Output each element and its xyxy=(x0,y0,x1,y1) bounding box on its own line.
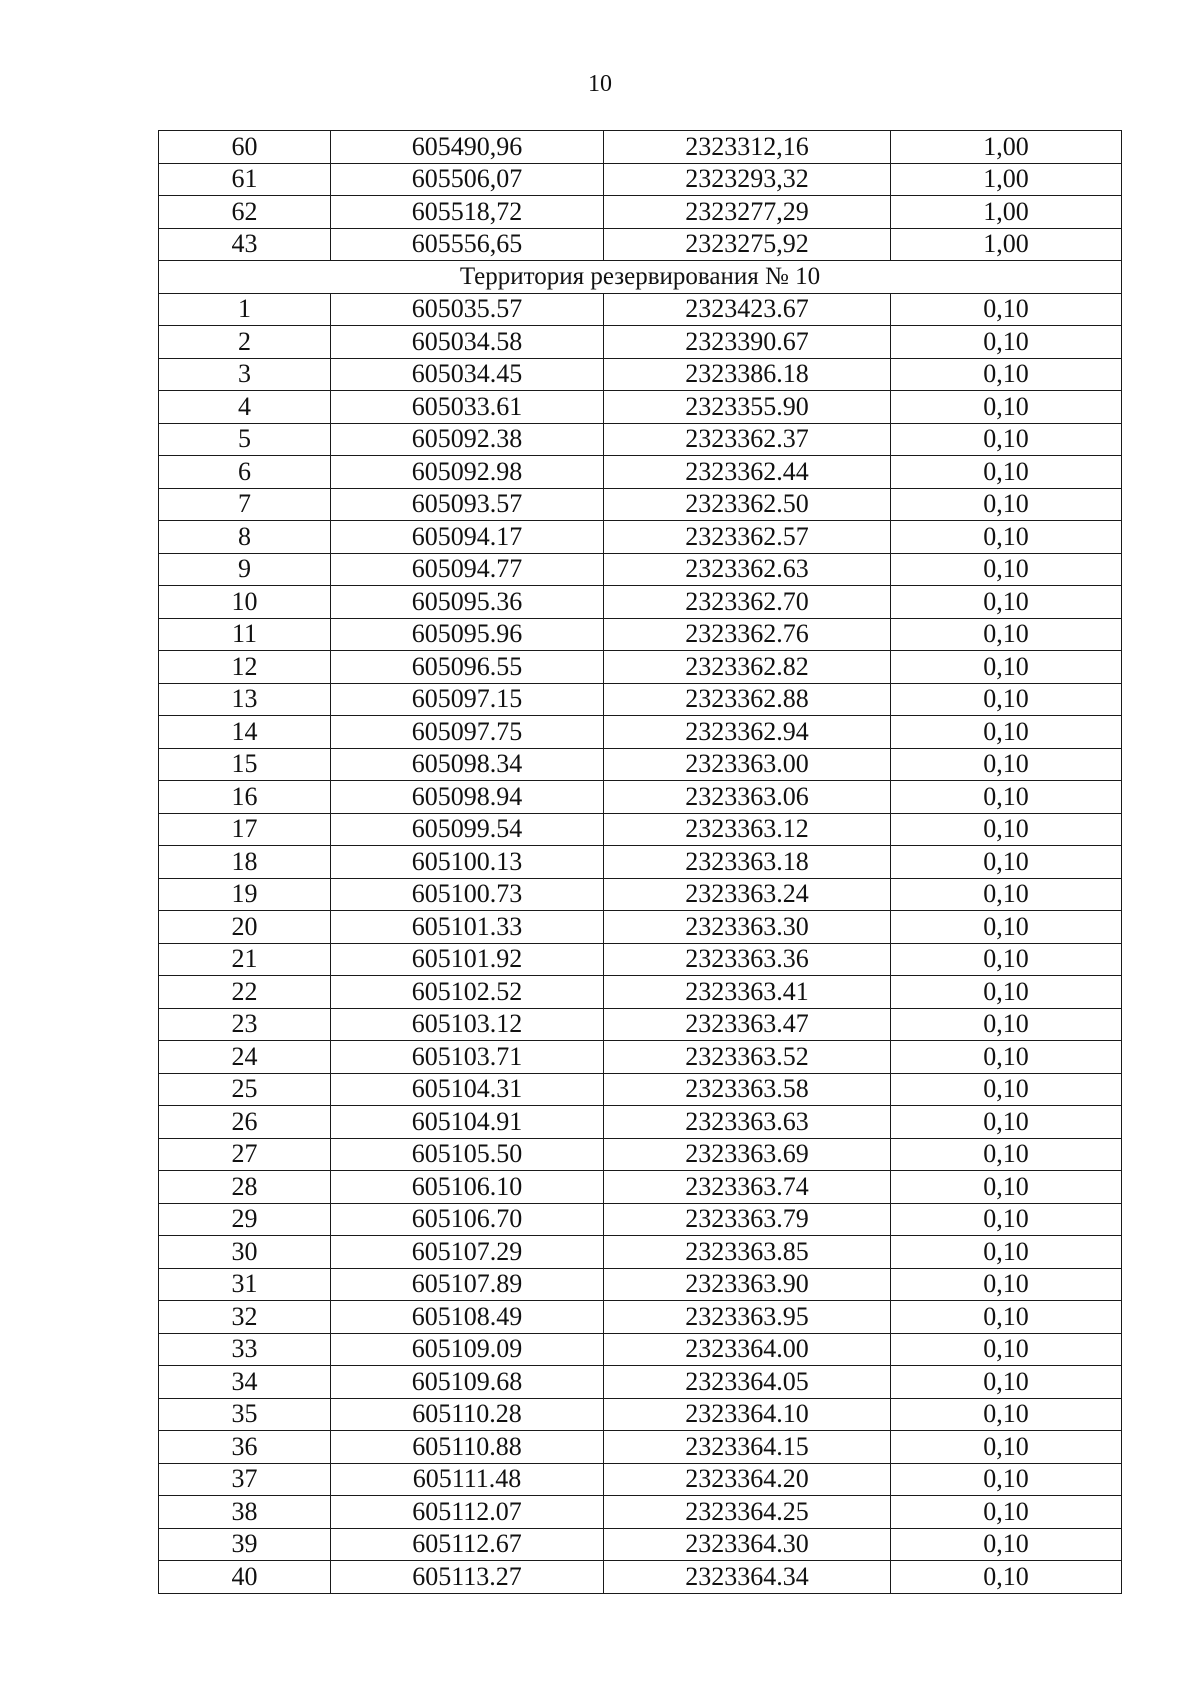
point-number-cell: 13 xyxy=(159,683,331,716)
y-coordinate-cell: 2323363.69 xyxy=(604,1138,891,1171)
x-coordinate-cell: 605095.96 xyxy=(331,618,604,651)
x-coordinate-cell: 605103.12 xyxy=(331,1008,604,1041)
x-coordinate-cell: 605112.67 xyxy=(331,1528,604,1561)
accuracy-cell: 0,10 xyxy=(891,716,1122,749)
section-title-row xyxy=(159,261,1122,294)
x-coordinate-cell: 605102.52 xyxy=(331,976,604,1009)
x-coordinate-cell: 605100.13 xyxy=(331,846,604,879)
point-number-cell: 20 xyxy=(159,911,331,944)
y-coordinate-cell: 2323363.24 xyxy=(604,878,891,911)
table-row xyxy=(159,456,1122,489)
table-row xyxy=(159,1528,1122,1561)
x-coordinate-cell: 605107.89 xyxy=(331,1268,604,1301)
point-number-cell: 12 xyxy=(159,651,331,684)
accuracy-cell: 1,00 xyxy=(891,131,1122,164)
coordinates-table-body xyxy=(159,131,1122,1594)
point-number-cell: 34 xyxy=(159,1366,331,1399)
accuracy-cell: 0,10 xyxy=(891,1301,1122,1334)
table-row xyxy=(159,813,1122,846)
x-coordinate-cell: 605092.38 xyxy=(331,423,604,456)
accuracy-cell: 0,10 xyxy=(891,846,1122,879)
x-coordinate-cell: 605094.17 xyxy=(331,521,604,554)
x-coordinate-cell: 605106.10 xyxy=(331,1171,604,1204)
point-number-cell: 32 xyxy=(159,1301,331,1334)
y-coordinate-cell: 2323362.76 xyxy=(604,618,891,651)
table-row xyxy=(159,716,1122,749)
y-coordinate-cell: 2323390.67 xyxy=(604,326,891,359)
x-coordinate-cell: 605097.75 xyxy=(331,716,604,749)
y-coordinate-cell: 2323363.18 xyxy=(604,846,891,879)
accuracy-cell: 0,10 xyxy=(891,813,1122,846)
y-coordinate-cell: 2323362.70 xyxy=(604,586,891,619)
table-row xyxy=(159,1138,1122,1171)
table-row xyxy=(159,976,1122,1009)
point-number-cell: 29 xyxy=(159,1203,331,1236)
x-coordinate-cell: 605506,07 xyxy=(331,163,604,196)
section-title: Территория резервирования № 10 xyxy=(159,261,1122,294)
point-number-cell: 9 xyxy=(159,553,331,586)
x-coordinate-cell: 605107.29 xyxy=(331,1236,604,1269)
x-coordinate-cell: 605106.70 xyxy=(331,1203,604,1236)
accuracy-cell: 0,10 xyxy=(891,1398,1122,1431)
accuracy-cell: 0,10 xyxy=(891,423,1122,456)
accuracy-cell: 0,10 xyxy=(891,1268,1122,1301)
y-coordinate-cell: 2323386.18 xyxy=(604,358,891,391)
accuracy-cell: 0,10 xyxy=(891,456,1122,489)
coordinates-table xyxy=(158,130,1122,1594)
x-coordinate-cell: 605098.94 xyxy=(331,781,604,814)
x-coordinate-cell: 605035.57 xyxy=(331,293,604,326)
table-row xyxy=(159,163,1122,196)
y-coordinate-cell: 2323364.15 xyxy=(604,1431,891,1464)
point-number-cell: 21 xyxy=(159,943,331,976)
accuracy-cell: 0,10 xyxy=(891,1366,1122,1399)
point-number-cell: 15 xyxy=(159,748,331,781)
y-coordinate-cell: 2323363.41 xyxy=(604,976,891,1009)
accuracy-cell: 0,10 xyxy=(891,943,1122,976)
accuracy-cell: 0,10 xyxy=(891,358,1122,391)
y-coordinate-cell: 2323362.37 xyxy=(604,423,891,456)
y-coordinate-cell: 2323363.12 xyxy=(604,813,891,846)
point-number-cell: 40 xyxy=(159,1561,331,1594)
y-coordinate-cell: 2323275,92 xyxy=(604,228,891,261)
point-number-cell: 39 xyxy=(159,1528,331,1561)
x-coordinate-cell: 605518,72 xyxy=(331,196,604,229)
table-row xyxy=(159,651,1122,684)
y-coordinate-cell: 2323362.63 xyxy=(604,553,891,586)
y-coordinate-cell: 2323364.25 xyxy=(604,1496,891,1529)
table-row xyxy=(159,911,1122,944)
point-number-cell: 1 xyxy=(159,293,331,326)
table-row xyxy=(159,1301,1122,1334)
accuracy-cell: 0,10 xyxy=(891,1203,1122,1236)
table-row xyxy=(159,1268,1122,1301)
accuracy-cell: 0,10 xyxy=(891,1236,1122,1269)
x-coordinate-cell: 605112.07 xyxy=(331,1496,604,1529)
table-row xyxy=(159,196,1122,229)
point-number-cell: 43 xyxy=(159,228,331,261)
y-coordinate-cell: 2323363.52 xyxy=(604,1041,891,1074)
accuracy-cell: 0,10 xyxy=(891,1073,1122,1106)
table-row xyxy=(159,1431,1122,1464)
x-coordinate-cell: 605097.15 xyxy=(331,683,604,716)
y-coordinate-cell: 2323362.44 xyxy=(604,456,891,489)
accuracy-cell: 0,10 xyxy=(891,748,1122,781)
x-coordinate-cell: 605111.48 xyxy=(331,1463,604,1496)
x-coordinate-cell: 605098.34 xyxy=(331,748,604,781)
y-coordinate-cell: 2323364.20 xyxy=(604,1463,891,1496)
y-coordinate-cell: 2323277,29 xyxy=(604,196,891,229)
point-number-cell: 37 xyxy=(159,1463,331,1496)
accuracy-cell: 1,00 xyxy=(891,196,1122,229)
table-row xyxy=(159,781,1122,814)
y-coordinate-cell: 2323363.74 xyxy=(604,1171,891,1204)
point-number-cell: 25 xyxy=(159,1073,331,1106)
table-row xyxy=(159,1496,1122,1529)
accuracy-cell: 1,00 xyxy=(891,228,1122,261)
table-row xyxy=(159,618,1122,651)
point-number-cell: 28 xyxy=(159,1171,331,1204)
table-row xyxy=(159,1366,1122,1399)
table-row xyxy=(159,1073,1122,1106)
y-coordinate-cell: 2323364.10 xyxy=(604,1398,891,1431)
x-coordinate-cell: 605033.61 xyxy=(331,391,604,424)
point-number-cell: 23 xyxy=(159,1008,331,1041)
y-coordinate-cell: 2323363.58 xyxy=(604,1073,891,1106)
x-coordinate-cell: 605096.55 xyxy=(331,651,604,684)
x-coordinate-cell: 605105.50 xyxy=(331,1138,604,1171)
point-number-cell: 16 xyxy=(159,781,331,814)
table-row xyxy=(159,131,1122,164)
accuracy-cell: 0,10 xyxy=(891,1171,1122,1204)
point-number-cell: 11 xyxy=(159,618,331,651)
table-row xyxy=(159,846,1122,879)
x-coordinate-cell: 605108.49 xyxy=(331,1301,604,1334)
table-row xyxy=(159,1041,1122,1074)
x-coordinate-cell: 605100.73 xyxy=(331,878,604,911)
accuracy-cell: 0,10 xyxy=(891,521,1122,554)
point-number-cell: 8 xyxy=(159,521,331,554)
table-row xyxy=(159,293,1122,326)
point-number-cell: 19 xyxy=(159,878,331,911)
y-coordinate-cell: 2323363.30 xyxy=(604,911,891,944)
y-coordinate-cell: 2323363.85 xyxy=(604,1236,891,1269)
table-row xyxy=(159,391,1122,424)
y-coordinate-cell: 2323363.79 xyxy=(604,1203,891,1236)
x-coordinate-cell: 605109.09 xyxy=(331,1333,604,1366)
table-row xyxy=(159,1236,1122,1269)
point-number-cell: 17 xyxy=(159,813,331,846)
x-coordinate-cell: 605556,65 xyxy=(331,228,604,261)
x-coordinate-cell: 605093.57 xyxy=(331,488,604,521)
point-number-cell: 61 xyxy=(159,163,331,196)
x-coordinate-cell: 605104.91 xyxy=(331,1106,604,1139)
accuracy-cell: 0,10 xyxy=(891,1041,1122,1074)
y-coordinate-cell: 2323363.90 xyxy=(604,1268,891,1301)
y-coordinate-cell: 2323363.47 xyxy=(604,1008,891,1041)
point-number-cell: 7 xyxy=(159,488,331,521)
point-number-cell: 33 xyxy=(159,1333,331,1366)
table-row xyxy=(159,1333,1122,1366)
y-coordinate-cell: 2323362.94 xyxy=(604,716,891,749)
y-coordinate-cell: 2323423.67 xyxy=(604,293,891,326)
point-number-cell: 31 xyxy=(159,1268,331,1301)
accuracy-cell: 0,10 xyxy=(891,391,1122,424)
point-number-cell: 26 xyxy=(159,1106,331,1139)
point-number-cell: 30 xyxy=(159,1236,331,1269)
x-coordinate-cell: 605101.33 xyxy=(331,911,604,944)
y-coordinate-cell: 2323293,32 xyxy=(604,163,891,196)
table-row xyxy=(159,1398,1122,1431)
accuracy-cell: 0,10 xyxy=(891,651,1122,684)
point-number-cell: 3 xyxy=(159,358,331,391)
y-coordinate-cell: 2323364.30 xyxy=(604,1528,891,1561)
point-number-cell: 62 xyxy=(159,196,331,229)
table-row xyxy=(159,326,1122,359)
x-coordinate-cell: 605110.28 xyxy=(331,1398,604,1431)
y-coordinate-cell: 2323363.00 xyxy=(604,748,891,781)
x-coordinate-cell: 605113.27 xyxy=(331,1561,604,1594)
table-row xyxy=(159,1561,1122,1594)
point-number-cell: 35 xyxy=(159,1398,331,1431)
y-coordinate-cell: 2323362.82 xyxy=(604,651,891,684)
point-number-cell: 22 xyxy=(159,976,331,1009)
accuracy-cell: 0,10 xyxy=(891,1431,1122,1464)
y-coordinate-cell: 2323364.05 xyxy=(604,1366,891,1399)
point-number-cell: 27 xyxy=(159,1138,331,1171)
accuracy-cell: 0,10 xyxy=(891,293,1122,326)
x-coordinate-cell: 605101.92 xyxy=(331,943,604,976)
table-row xyxy=(159,878,1122,911)
y-coordinate-cell: 2323362.57 xyxy=(604,521,891,554)
table-row xyxy=(159,423,1122,456)
point-number-cell: 24 xyxy=(159,1041,331,1074)
y-coordinate-cell: 2323363.36 xyxy=(604,943,891,976)
point-number-cell: 60 xyxy=(159,131,331,164)
accuracy-cell: 0,10 xyxy=(891,488,1122,521)
y-coordinate-cell: 2323362.88 xyxy=(604,683,891,716)
accuracy-cell: 0,10 xyxy=(891,1008,1122,1041)
table-row xyxy=(159,1008,1122,1041)
accuracy-cell: 0,10 xyxy=(891,1463,1122,1496)
x-coordinate-cell: 605094.77 xyxy=(331,553,604,586)
x-coordinate-cell: 605099.54 xyxy=(331,813,604,846)
x-coordinate-cell: 605095.36 xyxy=(331,586,604,619)
accuracy-cell: 0,10 xyxy=(891,326,1122,359)
y-coordinate-cell: 2323364.00 xyxy=(604,1333,891,1366)
y-coordinate-cell: 2323363.06 xyxy=(604,781,891,814)
x-coordinate-cell: 605490,96 xyxy=(331,131,604,164)
point-number-cell: 5 xyxy=(159,423,331,456)
y-coordinate-cell: 2323363.63 xyxy=(604,1106,891,1139)
table-row xyxy=(159,748,1122,781)
accuracy-cell: 0,10 xyxy=(891,618,1122,651)
table-row xyxy=(159,228,1122,261)
point-number-cell: 38 xyxy=(159,1496,331,1529)
x-coordinate-cell: 605109.68 xyxy=(331,1366,604,1399)
accuracy-cell: 0,10 xyxy=(891,1528,1122,1561)
point-number-cell: 14 xyxy=(159,716,331,749)
point-number-cell: 18 xyxy=(159,846,331,879)
accuracy-cell: 0,10 xyxy=(891,911,1122,944)
table-row xyxy=(159,1463,1122,1496)
y-coordinate-cell: 2323363.95 xyxy=(604,1301,891,1334)
accuracy-cell: 0,10 xyxy=(891,1106,1122,1139)
accuracy-cell: 0,10 xyxy=(891,976,1122,1009)
y-coordinate-cell: 2323362.50 xyxy=(604,488,891,521)
table-row xyxy=(159,358,1122,391)
accuracy-cell: 0,10 xyxy=(891,1333,1122,1366)
table-row xyxy=(159,1171,1122,1204)
accuracy-cell: 0,10 xyxy=(891,1561,1122,1594)
accuracy-cell: 0,10 xyxy=(891,553,1122,586)
table-row xyxy=(159,586,1122,619)
table-row xyxy=(159,488,1122,521)
x-coordinate-cell: 605092.98 xyxy=(331,456,604,489)
table-row xyxy=(159,683,1122,716)
page-number: 10 xyxy=(588,71,612,97)
accuracy-cell: 0,10 xyxy=(891,781,1122,814)
accuracy-cell: 1,00 xyxy=(891,163,1122,196)
accuracy-cell: 0,10 xyxy=(891,586,1122,619)
accuracy-cell: 0,10 xyxy=(891,683,1122,716)
point-number-cell: 2 xyxy=(159,326,331,359)
y-coordinate-cell: 2323364.34 xyxy=(604,1561,891,1594)
table-row xyxy=(159,553,1122,586)
accuracy-cell: 0,10 xyxy=(891,1496,1122,1529)
table-row xyxy=(159,521,1122,554)
point-number-cell: 6 xyxy=(159,456,331,489)
point-number-cell: 36 xyxy=(159,1431,331,1464)
x-coordinate-cell: 605034.45 xyxy=(331,358,604,391)
x-coordinate-cell: 605110.88 xyxy=(331,1431,604,1464)
x-coordinate-cell: 605104.31 xyxy=(331,1073,604,1106)
table-row xyxy=(159,1106,1122,1139)
point-number-cell: 10 xyxy=(159,586,331,619)
table-row xyxy=(159,1203,1122,1236)
accuracy-cell: 0,10 xyxy=(891,1138,1122,1171)
table-row xyxy=(159,943,1122,976)
accuracy-cell: 0,10 xyxy=(891,878,1122,911)
y-coordinate-cell: 2323355.90 xyxy=(604,391,891,424)
y-coordinate-cell: 2323312,16 xyxy=(604,131,891,164)
x-coordinate-cell: 605103.71 xyxy=(331,1041,604,1074)
x-coordinate-cell: 605034.58 xyxy=(331,326,604,359)
point-number-cell: 4 xyxy=(159,391,331,424)
